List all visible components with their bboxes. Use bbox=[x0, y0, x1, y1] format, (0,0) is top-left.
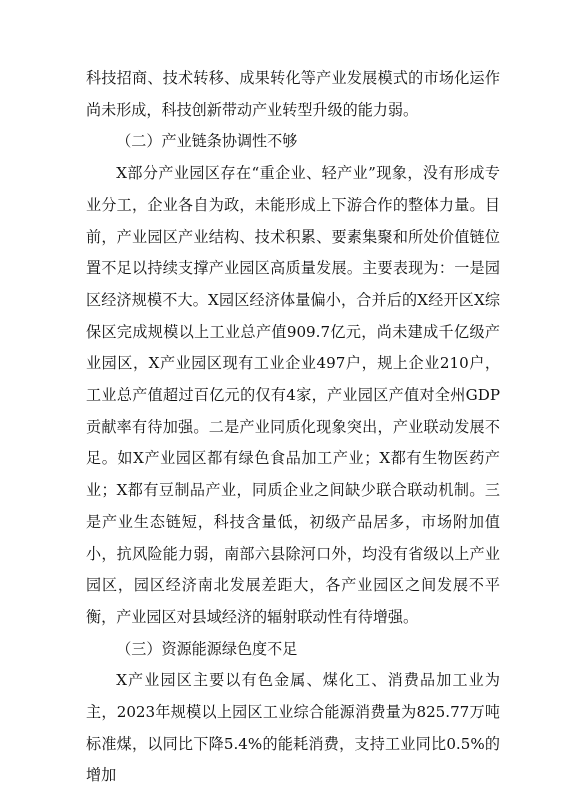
paragraph-continued: 科技招商、技术转移、成果转化等产业发展模式的市场化运作尚未形成，科技创新带动产业转型升级的能力弱。 bbox=[86, 69, 500, 119]
section-heading-2: （二）产业链条协调性不够 bbox=[116, 132, 298, 151]
section-heading-3: （三）资源能源绿色度不足 bbox=[116, 639, 298, 658]
paragraph-industry-chain: X部分产业园区存在“重企业、轻产业”现象，没有形成专业分工，企业各自为政，未能形成上下游合作的整体力量。目前，产业园区产业结构、技术积累、要素集聚和所处价值链位置不足以持续支撑产业园区高质量发展。主要表现为：一是园区经济规模不大。X园区经济体量偏小，合并后的X经开区X综保区完成规模以上工业总产值909.7亿元，尚未建成千亿级产业园区，X产业园区现有工业企业497户，规上企业210户，工业总产值超过百亿元的仅有4家，产业园区产值对全州GDP贡献率有待加强。二是产业同质化现象突出，产业联动发展不足。如X产业园区都有绿色食品加工产业；X都有生物医药产业；X都有豆制品产业，同质企业之间缺少联合联动机制。三是产业生态链短，科技含量低，初级产品居多，市场附加值小，抗风险能力弱，南部六县除河口外，均没有省级以上产业园区，园区经济南北发展差距大，各产业园区之间发展不平衡，产业园区对县域经济的辐射联动性有待增强。 bbox=[86, 164, 500, 626]
document-body bbox=[86, 63, 500, 792]
paragraph-energy: X产业园区主要以有色金属、煤化工、消费品加工业为主，2023年规模以上园区工业综合能源消费量为825.77万吨标准煤，以同比下降5.4%的能耗消费，支持工业同比0.5%的增加 bbox=[86, 671, 500, 785]
